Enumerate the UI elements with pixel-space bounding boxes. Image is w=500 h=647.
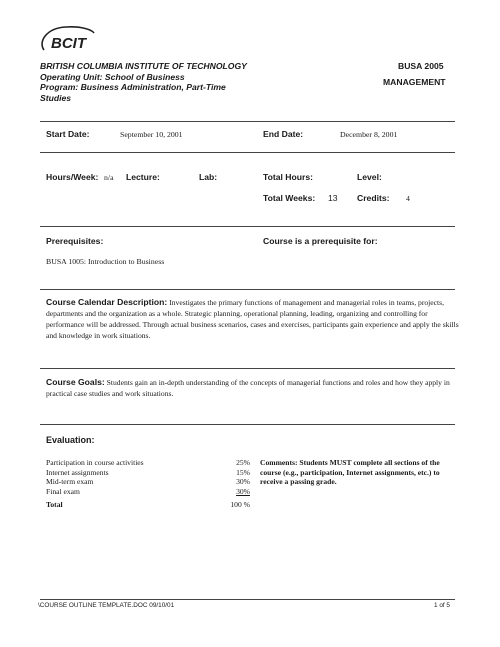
eval-weight: 15% bbox=[236, 467, 250, 477]
divider bbox=[40, 289, 455, 290]
logo-text: BCIT bbox=[51, 35, 86, 52]
calendar-description-text: Investigates the primary functions of management and managerial roles in teams, projects, departments and the organization as a whole. Strategic planning, operational planning, leading, organizing and controlling for performance will be addressed. Through actual business scenarios, cases and exercises, participants gain experience and apply the skills and knowledge in work situations. bbox=[46, 298, 459, 340]
credits-label: Credits: bbox=[357, 193, 390, 203]
footer-divider bbox=[40, 599, 455, 600]
eval-item: Mid-term exam bbox=[46, 477, 94, 487]
eval-item: Final exam bbox=[46, 486, 80, 496]
prerequisite-for-label: Course is a prerequisite for: bbox=[263, 236, 378, 246]
lecture-label: Lecture: bbox=[126, 172, 160, 182]
prerequisites-label: Prerequisites: bbox=[46, 236, 104, 246]
footer-page-number: 1 of 5 bbox=[434, 602, 450, 609]
eval-weight: 30% bbox=[236, 486, 250, 496]
evaluation-table bbox=[46, 458, 250, 510]
divider bbox=[40, 152, 455, 153]
bcit-logo bbox=[36, 24, 98, 54]
eval-item: Internet assignments bbox=[46, 467, 109, 477]
end-date-value: December 8, 2001 bbox=[340, 130, 398, 139]
prerequisites-value: BUSA 1005: Introduction to Business bbox=[46, 257, 165, 266]
start-date-value: September 10, 2001 bbox=[120, 130, 183, 139]
level-label: Level: bbox=[357, 172, 382, 182]
divider bbox=[40, 368, 455, 369]
table-row bbox=[46, 496, 250, 510]
table-row bbox=[46, 477, 250, 487]
evaluation-comments: Comments: Students MUST complete all sections of the course (e.g., participation, Internet assignments, etc.) to receive a passing grade. bbox=[260, 458, 440, 487]
divider bbox=[40, 121, 455, 122]
bcit-logo-mark bbox=[36, 24, 98, 54]
hours-week-value: n/a bbox=[104, 173, 114, 182]
course-goals bbox=[46, 377, 461, 399]
credits-value: 4 bbox=[406, 194, 410, 203]
institution-block bbox=[40, 61, 250, 103]
divider bbox=[40, 424, 455, 425]
eval-item: Participation in course activities bbox=[46, 458, 144, 467]
end-date-label: End Date: bbox=[263, 129, 304, 139]
course-code: BUSA 2005 bbox=[398, 61, 444, 71]
total-weeks-value: 13 bbox=[328, 193, 338, 203]
table-row bbox=[46, 487, 250, 497]
eval-weight: 25% bbox=[236, 458, 250, 467]
calendar-description-label: Course Calendar Description: bbox=[46, 297, 168, 307]
course-goals-label: Course Goals: bbox=[46, 377, 105, 387]
total-weeks-label: Total Weeks: bbox=[263, 193, 316, 203]
program-name: Program: Business Administration, Part-Time Studies bbox=[40, 82, 226, 103]
lab-label: Lab: bbox=[199, 172, 218, 182]
hours-week-label: Hours/Week: bbox=[46, 172, 99, 182]
start-date-label: Start Date: bbox=[46, 129, 90, 139]
eval-total-value: 100 % bbox=[230, 500, 250, 510]
table-row bbox=[46, 468, 250, 478]
total-hours-label: Total Hours: bbox=[263, 172, 313, 182]
table-row bbox=[46, 458, 250, 468]
footer-filename: \COURSE OUTLINE TEMPLATE.DOC 09/10/01 bbox=[38, 602, 175, 609]
course-name: MANAGEMENT bbox=[383, 77, 446, 87]
institution-name: BRITISH COLUMBIA INSTITUTE OF TECHNOLOGY bbox=[40, 61, 247, 71]
operating-unit: Operating Unit: School of Business bbox=[40, 71, 185, 82]
divider bbox=[40, 226, 455, 227]
evaluation-label: Evaluation: bbox=[46, 435, 95, 445]
eval-total-label: Total bbox=[46, 500, 63, 510]
eval-weight: 30% bbox=[236, 477, 250, 487]
course-goals-text: Students gain an in-depth understanding of the concepts of managerial functions and roles and how they apply in practical case studies and work situations. bbox=[46, 378, 450, 398]
calendar-description bbox=[46, 297, 461, 341]
